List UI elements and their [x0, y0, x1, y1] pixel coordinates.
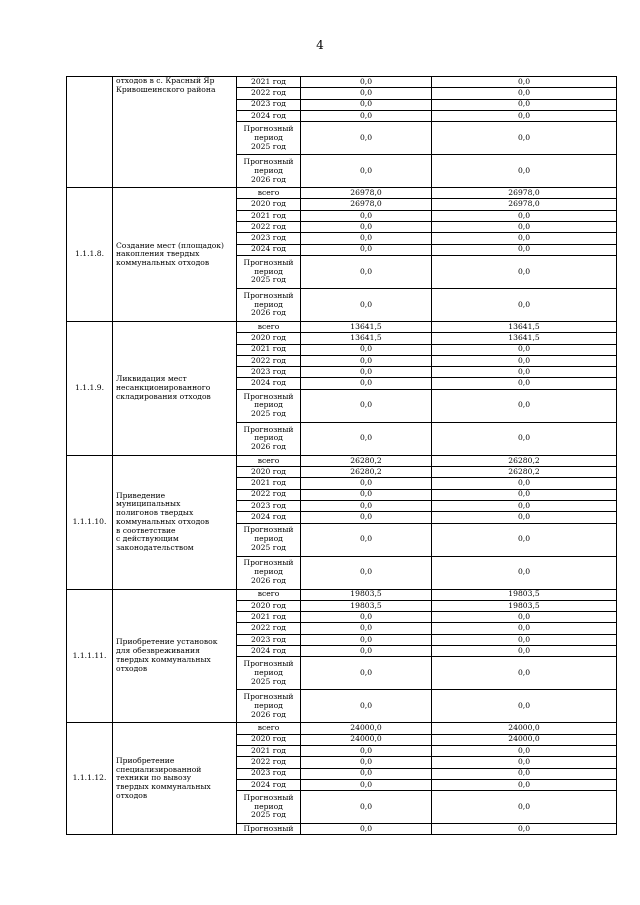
value-total-cell: 0,0 — [301, 99, 432, 110]
period-line: 2024 год — [251, 378, 286, 388]
period-line: всего — [257, 321, 280, 331]
value-source-cell: 0,0 — [432, 122, 617, 155]
value-total-cell: 26978,0 — [301, 199, 432, 210]
value-total-cell: 0,0 — [301, 634, 432, 645]
value-total-cell: 0,0 — [301, 344, 432, 355]
value-source-cell: 0,0 — [432, 768, 617, 779]
period-cell — [237, 77, 301, 88]
value-source-cell: 0,0 — [432, 500, 617, 511]
table-row — [67, 188, 617, 199]
value-total-cell: 0,0 — [301, 378, 432, 389]
value-total-cell: 0,0 — [301, 690, 432, 723]
period-cell — [237, 723, 301, 734]
period-line: 2024 год — [251, 512, 286, 522]
value-total-cell: 0,0 — [301, 222, 432, 233]
period-line: 2022 год — [251, 623, 286, 633]
value-total-cell: 13641,5 — [301, 321, 432, 332]
item-name-line: с действующим — [116, 534, 179, 544]
period-line: 2021 год — [251, 344, 286, 354]
period-cell — [237, 779, 301, 790]
value-total-cell: 0,0 — [301, 233, 432, 244]
period-line: всего — [257, 187, 280, 197]
item-name-line: техники по вывозу — [116, 773, 192, 783]
item-name-line: несанкционированного — [116, 383, 211, 392]
period-cell — [237, 455, 301, 466]
item-name — [113, 589, 237, 723]
value-source-cell: 0,0 — [432, 344, 617, 355]
period-cell — [237, 378, 301, 389]
value-source-cell: 0,0 — [432, 244, 617, 255]
period-cell — [237, 757, 301, 768]
period-cell — [237, 344, 301, 355]
period-cell — [237, 367, 301, 378]
period-cell — [237, 244, 301, 255]
period-line: 2026 год — [251, 308, 286, 318]
period-cell — [237, 233, 301, 244]
period-line: период — [254, 299, 283, 309]
value-total-cell: 24000,0 — [301, 734, 432, 745]
value-total-cell: 0,0 — [301, 757, 432, 768]
value-total-cell: 0,0 — [301, 422, 432, 455]
period-cell — [237, 623, 301, 634]
value-total-cell: 26280,2 — [301, 455, 432, 466]
period-line: 2026 год — [251, 174, 286, 184]
table-row — [67, 321, 617, 332]
value-total-cell: 0,0 — [301, 155, 432, 188]
period-line: 2022 год — [251, 489, 286, 499]
value-source-cell: 0,0 — [432, 422, 617, 455]
value-source-cell: 0,0 — [432, 155, 617, 188]
item-code — [67, 77, 113, 188]
period-cell — [237, 745, 301, 756]
value-total-cell: 0,0 — [301, 110, 432, 121]
period-line: период — [254, 132, 283, 142]
value-source-cell: 0,0 — [432, 791, 617, 824]
period-cell — [237, 646, 301, 657]
funding-table — [66, 76, 617, 835]
value-source-cell: 0,0 — [432, 690, 617, 723]
period-line: Прогнозный — [243, 124, 294, 134]
period-cell — [237, 600, 301, 611]
item-name-line: отходов в с. Красный Яр — [116, 76, 215, 85]
period-line: 2020 год — [251, 734, 286, 744]
value-source-cell: 0,0 — [432, 110, 617, 121]
period-cell — [237, 333, 301, 344]
item-code: 1.1.1.8. — [67, 188, 113, 322]
value-source-cell: 0,0 — [432, 88, 617, 99]
value-source-cell: 0,0 — [432, 745, 617, 756]
period-cell — [237, 210, 301, 221]
period-line: Прогнозный — [243, 823, 294, 833]
item-code: 1.1.1.9. — [67, 321, 113, 455]
period-cell — [237, 88, 301, 99]
value-total-cell: 0,0 — [301, 210, 432, 221]
item-code: 1.1.1.12. — [67, 723, 113, 835]
value-total-cell: 0,0 — [301, 489, 432, 500]
period-cell — [237, 791, 301, 824]
item-name-line: в соответствие — [116, 525, 176, 535]
item-name-line: складирования отходов — [116, 391, 211, 401]
value-total-cell: 0,0 — [301, 255, 432, 288]
period-line: 2024 год — [251, 779, 286, 789]
period-line: период — [254, 801, 283, 811]
period-line: 2020 год — [251, 199, 286, 209]
period-cell — [237, 768, 301, 779]
period-line: 2020 год — [251, 600, 286, 610]
period-cell — [237, 478, 301, 489]
period-line: 2026 год — [251, 442, 286, 452]
period-line: 2021 год — [251, 745, 286, 755]
item-name — [113, 77, 237, 188]
value-total-cell: 26280,2 — [301, 467, 432, 478]
period-line: Прогнозный — [243, 558, 294, 568]
period-cell — [237, 255, 301, 288]
value-source-cell: 26280,2 — [432, 467, 617, 478]
value-source-cell: 0,0 — [432, 779, 617, 790]
period-line: 2026 год — [251, 575, 286, 585]
period-line: Прогнозный — [243, 659, 294, 669]
value-total-cell: 0,0 — [301, 745, 432, 756]
value-total-cell: 0,0 — [301, 288, 432, 321]
value-source-cell: 0,0 — [432, 367, 617, 378]
value-source-cell: 0,0 — [432, 77, 617, 88]
value-source-cell: 19803,5 — [432, 589, 617, 600]
value-total-cell: 13641,5 — [301, 333, 432, 344]
value-source-cell: 0,0 — [432, 657, 617, 690]
item-name-line: твердых коммунальных — [116, 782, 211, 792]
period-line: 2021 год — [251, 478, 286, 488]
table-row — [67, 723, 617, 734]
value-total-cell: 0,0 — [301, 556, 432, 589]
period-cell — [237, 734, 301, 745]
period-cell — [237, 500, 301, 511]
value-total-cell: 0,0 — [301, 355, 432, 366]
period-line: всего — [257, 723, 280, 733]
item-name-line: законодательством — [116, 542, 194, 552]
period-line: 2023 год — [251, 634, 286, 644]
funding-table-body — [67, 77, 617, 835]
period-line: Прогнозный — [243, 290, 294, 300]
value-source-cell: 0,0 — [432, 233, 617, 244]
value-total-cell: 26978,0 — [301, 188, 432, 199]
period-cell — [237, 389, 301, 422]
period-cell — [237, 589, 301, 600]
item-name — [113, 321, 237, 455]
value-total-cell: 0,0 — [301, 523, 432, 556]
period-line: 2023 год — [251, 99, 286, 109]
item-code: 1.1.1.10. — [67, 455, 113, 589]
value-source-cell: 0,0 — [432, 99, 617, 110]
value-total-cell: 0,0 — [301, 244, 432, 255]
period-cell — [237, 556, 301, 589]
table-row — [67, 589, 617, 600]
item-name-line: накопления твердых — [116, 249, 200, 259]
item-name — [113, 723, 237, 835]
item-name-line: Приведение — [116, 490, 166, 500]
period-cell — [237, 288, 301, 321]
table-row — [67, 455, 617, 466]
value-source-cell: 0,0 — [432, 824, 617, 835]
value-total-cell: 0,0 — [301, 478, 432, 489]
value-source-cell: 0,0 — [432, 478, 617, 489]
period-line: Прогнозный — [243, 424, 294, 434]
period-line: 2023 год — [251, 366, 286, 376]
item-name — [113, 188, 237, 322]
value-source-cell: 0,0 — [432, 378, 617, 389]
period-cell — [237, 824, 301, 835]
item-name-line: Приобретение — [116, 756, 175, 766]
item-name-line: Создание мест (площадок) — [116, 240, 224, 250]
period-cell — [237, 512, 301, 523]
value-total-cell: 0,0 — [301, 623, 432, 634]
period-line: 2024 год — [251, 244, 286, 254]
period-line: 2026 год — [251, 709, 286, 719]
period-line: 2022 год — [251, 355, 286, 365]
value-source-cell: 0,0 — [432, 255, 617, 288]
period-line: 2023 год — [251, 233, 286, 243]
value-source-cell: 26978,0 — [432, 199, 617, 210]
period-line: всего — [257, 589, 280, 599]
value-total-cell: 19803,5 — [301, 589, 432, 600]
period-line: Прогнозный — [243, 391, 294, 401]
value-total-cell: 0,0 — [301, 779, 432, 790]
period-cell — [237, 99, 301, 110]
value-source-cell: 26280,2 — [432, 455, 617, 466]
period-line: Прогнозный — [243, 793, 294, 803]
item-name-line: полигонов твердых — [116, 508, 194, 518]
value-total-cell: 0,0 — [301, 367, 432, 378]
period-line: Прогнозный — [243, 525, 294, 535]
period-line: 2025 год — [251, 409, 286, 419]
value-source-cell: 24000,0 — [432, 723, 617, 734]
item-name-line: специализированной — [116, 764, 202, 774]
value-source-cell: 0,0 — [432, 389, 617, 422]
item-name-line: муниципальных — [116, 499, 181, 509]
value-total-cell: 24000,0 — [301, 723, 432, 734]
item-name — [113, 455, 237, 589]
item-name-line: твердых коммунальных — [116, 654, 211, 664]
value-source-cell: 0,0 — [432, 523, 617, 556]
period-cell — [237, 422, 301, 455]
period-cell — [237, 489, 301, 500]
period-cell — [237, 467, 301, 478]
value-total-cell: 19803,5 — [301, 600, 432, 611]
value-total-cell: 0,0 — [301, 646, 432, 657]
period-line: Прогнозный — [243, 692, 294, 702]
value-source-cell: 0,0 — [432, 222, 617, 233]
value-source-cell: 24000,0 — [432, 734, 617, 745]
period-line: 2022 год — [251, 88, 286, 98]
period-cell — [237, 188, 301, 199]
period-line: Прогнозный — [243, 157, 294, 167]
value-source-cell: 0,0 — [432, 512, 617, 523]
period-line: период — [254, 567, 283, 577]
value-source-cell: 0,0 — [432, 612, 617, 623]
period-line: период — [254, 266, 283, 276]
value-total-cell: 0,0 — [301, 791, 432, 824]
value-source-cell: 0,0 — [432, 288, 617, 321]
period-line: 2021 год — [251, 611, 286, 621]
period-line: 2024 год — [251, 645, 286, 655]
period-line: 2024 год — [251, 110, 286, 120]
period-line: 2021 год — [251, 210, 286, 220]
value-total-cell: 0,0 — [301, 768, 432, 779]
period-line: период — [254, 534, 283, 544]
item-name-line: для обезвреживания — [116, 646, 200, 656]
period-line: период — [254, 165, 283, 175]
value-total-cell: 0,0 — [301, 389, 432, 422]
value-source-cell: 0,0 — [432, 757, 617, 768]
period-cell — [237, 199, 301, 210]
page-number: 4 — [316, 38, 324, 52]
period-line: 2025 год — [251, 275, 286, 285]
period-line: период — [254, 667, 283, 677]
period-line: 2021 год — [251, 76, 286, 86]
item-name-line: коммунальных отходов — [116, 516, 210, 526]
value-source-cell: 13641,5 — [432, 333, 617, 344]
value-source-cell: 26978,0 — [432, 188, 617, 199]
value-source-cell: 0,0 — [432, 489, 617, 500]
value-total-cell: 0,0 — [301, 88, 432, 99]
value-total-cell: 0,0 — [301, 824, 432, 835]
item-name-line: Кривошеинского района — [116, 84, 216, 94]
item-name-line: коммунальных отходов — [116, 257, 210, 267]
value-total-cell: 0,0 — [301, 122, 432, 155]
period-cell — [237, 321, 301, 332]
period-line: Прогнозный — [243, 257, 294, 267]
value-source-cell: 0,0 — [432, 623, 617, 634]
period-cell — [237, 690, 301, 723]
value-total-cell: 0,0 — [301, 77, 432, 88]
period-line: всего — [257, 455, 280, 465]
item-name-line: отходов — [116, 790, 148, 800]
item-name-line: Приобретение установок — [116, 637, 218, 647]
period-line: период — [254, 400, 283, 410]
table-row — [67, 77, 617, 88]
value-total-cell: 0,0 — [301, 512, 432, 523]
period-cell — [237, 155, 301, 188]
value-total-cell: 0,0 — [301, 500, 432, 511]
value-source-cell: 13641,5 — [432, 321, 617, 332]
value-total-cell: 0,0 — [301, 657, 432, 690]
period-cell — [237, 122, 301, 155]
period-cell — [237, 355, 301, 366]
item-code: 1.1.1.11. — [67, 589, 113, 723]
period-line: 2020 год — [251, 466, 286, 476]
period-line: период — [254, 700, 283, 710]
value-source-cell: 0,0 — [432, 646, 617, 657]
period-line: 2022 год — [251, 221, 286, 231]
period-line: 2025 год — [251, 676, 286, 686]
period-line: 2023 год — [251, 500, 286, 510]
period-cell — [237, 523, 301, 556]
period-line: период — [254, 433, 283, 443]
period-cell — [237, 110, 301, 121]
period-cell — [237, 634, 301, 645]
value-source-cell: 19803,5 — [432, 600, 617, 611]
value-source-cell: 0,0 — [432, 210, 617, 221]
period-line: 2025 год — [251, 810, 286, 820]
value-total-cell: 0,0 — [301, 612, 432, 623]
period-cell — [237, 222, 301, 233]
period-line: 2025 год — [251, 542, 286, 552]
item-name-line: Ликвидация мест — [116, 374, 187, 384]
period-cell — [237, 612, 301, 623]
item-name-line: отходов — [116, 663, 148, 673]
period-line: 2020 год — [251, 333, 286, 343]
period-line: 2022 год — [251, 756, 286, 766]
period-line: 2025 год — [251, 141, 286, 151]
value-source-cell: 0,0 — [432, 556, 617, 589]
period-cell — [237, 657, 301, 690]
value-source-cell: 0,0 — [432, 355, 617, 366]
period-line: 2023 год — [251, 768, 286, 778]
value-source-cell: 0,0 — [432, 634, 617, 645]
